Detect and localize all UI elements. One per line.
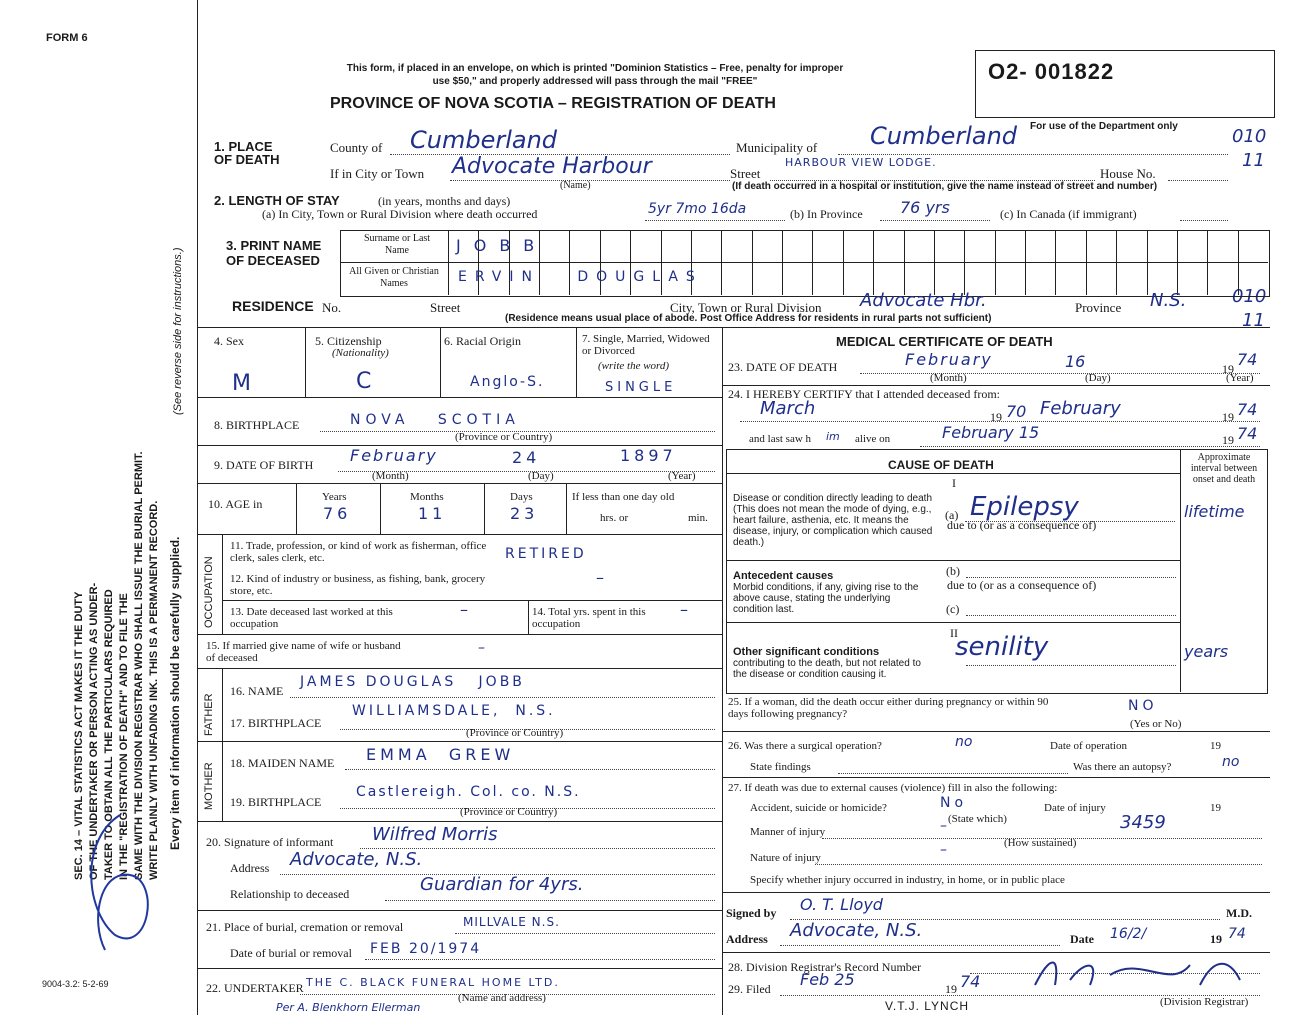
county-label: County of [330, 140, 383, 155]
letter-cell [1207, 230, 1208, 262]
print-code: 9004-3.2: 5-2-69 [42, 979, 109, 989]
attend-from-value: March [760, 398, 816, 419]
letter-cell [964, 230, 965, 262]
industry-value: – [596, 568, 604, 587]
mother-maiden-value: EMMA GREW [366, 745, 515, 764]
deceased-name-label: 3. PRINT NAME OF DECEASED [226, 238, 322, 268]
side-note-italic: (See reverse side for instructions.) [172, 247, 184, 415]
surgery-value: no [955, 734, 973, 750]
registration-number: O2- 001822 [988, 59, 1115, 84]
letter-cell [1238, 263, 1239, 295]
letter-cell [843, 263, 844, 295]
street-value: HARBOUR VIEW LODGE. [785, 156, 937, 169]
form-title: PROVINCE OF NOVA SCOTIA – REGISTRATION OF DEATH [330, 95, 776, 112]
letter-cell [569, 230, 570, 262]
letter-cell [1086, 263, 1087, 295]
letter-cell [904, 230, 905, 262]
racial-origin-value: Anglo-S. [470, 374, 545, 390]
death-day-value: 16 [1065, 352, 1086, 371]
dob-year-value: 1897 [620, 446, 677, 465]
burial-place-value: MILLVALE N.S. [463, 915, 560, 929]
undertaker-per: Per A. Blenkhorn Ellerman [276, 1001, 421, 1014]
letter-cell [600, 230, 601, 262]
stay-city-value: 5yr 7mo 16da [648, 201, 747, 217]
letter-cell [1116, 230, 1117, 262]
letter-cell [661, 230, 662, 262]
dept-code-2: 11 [1242, 150, 1265, 171]
letter-cell [1086, 230, 1087, 262]
birthplace-value: NOVA SCOTIA [350, 412, 520, 428]
other-condition-value: senility [955, 632, 1049, 662]
letter-cell [721, 263, 722, 295]
burial-date-value: FEB 20/1974 [370, 941, 482, 957]
margin-scribble [60, 800, 180, 960]
letter-cell [1207, 263, 1208, 295]
autopsy-value: no [1222, 754, 1240, 770]
city-label: If in City or Town [330, 166, 425, 181]
city-value: Advocate Harbour [452, 154, 652, 179]
statute-notice: SEC. 14 – VITAL STATISTICS ACT MAKES IT THE DUTY OF THE UNDERTAKER OR PERSON ACTING AS UNDER- TAKER TO OBTAIN ALL THE PARTICULARS REQUIRED IN THE "REGISTRATION OF DEATH" AND TO FILE THE SAME WITH THE DIVISION REGISTRAR WHO SHALL ISSUE THE BURIAL PERMIT. WRITE PLAINLY WITH UNFADING INK. THIS IS A PERMANENT RECORD. [73, 451, 160, 880]
attend-to-value: February [1040, 398, 1121, 419]
age-months-value: 11 [418, 504, 447, 523]
accident-value: No [940, 795, 968, 811]
letter-cell [1055, 230, 1056, 262]
informant-address-value: Advocate, N.S. [290, 849, 423, 870]
municipality-value: Cumberland [870, 122, 1018, 150]
father-name-value: JAMES DOUGLAS JOBB [300, 674, 525, 690]
letter-cell [691, 230, 692, 262]
informant-relationship-value: Guardian for 4yrs. [420, 874, 584, 895]
stay-label: 2. LENGTH OF STAY [214, 193, 340, 208]
filed-date-value: Feb 25 [800, 970, 855, 989]
letter-cell [1238, 230, 1239, 262]
letter-cell [752, 230, 753, 262]
sex-value: M [232, 371, 255, 396]
registration-number-box [975, 50, 1275, 118]
record-number-value: 3459 [1120, 812, 1166, 833]
letter-cell [873, 230, 874, 262]
letter-cell [934, 230, 935, 262]
form-number: FORM 6 [46, 32, 88, 44]
letter-cell [843, 230, 844, 262]
medical-title: MEDICAL CERTIFICATE OF DEATH [836, 334, 1053, 349]
spouse-value: – [478, 640, 485, 656]
occupation-value: RETIRED [505, 546, 587, 562]
registrar-signature [1030, 950, 1250, 995]
surname-grid [448, 230, 1268, 262]
registrar-name: V.T.J. LYNCH [885, 999, 970, 1013]
side-note: Every item of information should be carefully supplied. [168, 536, 182, 850]
dept-use-label: For use of the Department only [1030, 121, 1178, 132]
dob-month-value: February [350, 446, 438, 465]
letter-cell [812, 230, 813, 262]
letter-cell [630, 230, 631, 262]
residence-label: RESIDENCE [232, 298, 314, 314]
dept-code-3: 010 [1232, 286, 1267, 307]
county-value: Cumberland [410, 126, 558, 154]
letter-cell [812, 263, 813, 295]
physician-date-value: 16/2/ [1110, 926, 1147, 942]
surname-value: JOBB [456, 236, 548, 255]
age-years-value: 76 [323, 504, 352, 523]
physician-signature: O. T. Lloyd [800, 895, 883, 914]
last-saw-date-value: February 15 [942, 423, 1040, 442]
letter-cell [995, 230, 996, 262]
letter-cell [1116, 263, 1117, 295]
pregnancy-value: NO [1128, 698, 1158, 714]
letter-cell [1055, 263, 1056, 295]
letter-cell [1147, 230, 1148, 262]
undertaker-value: THE C. BLACK FUNERAL HOME LTD. [306, 976, 560, 989]
other-condition-interval: years [1184, 642, 1229, 661]
letter-cell [721, 230, 722, 262]
letter-cell [1177, 230, 1178, 262]
dept-code-1: 010 [1232, 126, 1267, 147]
residence-province-value: N.S. [1150, 290, 1187, 311]
letter-cell [782, 230, 783, 262]
letter-cell [752, 263, 753, 295]
residence-city-value: Advocate Hbr. [860, 290, 987, 311]
letter-cell [1025, 230, 1026, 262]
age-days-value: 23 [510, 504, 539, 523]
dob-day-value: 24 [512, 448, 541, 467]
cause-a-value: Epilepsy [970, 492, 1079, 522]
place-of-death-label: 1. PLACE OF DEATH [214, 139, 280, 167]
given-name-value: ERVIN DOUGLAS [458, 269, 703, 285]
informant-signature: Wilfred Morris [372, 824, 498, 845]
father-birthplace-value: WILLIAMSDALE, N.S. [352, 703, 556, 719]
marital-status-value: SINGLE [605, 380, 677, 395]
stay-province-value: 76 yrs [900, 198, 950, 217]
occupation-side-label: OCCUPATION [203, 556, 215, 628]
letter-cell [995, 263, 996, 295]
citizenship-value: C [356, 369, 376, 394]
postal-notice: This form, if placed in an envelope, on which is printed "Dominion Statistics – Free, penalty for improper use $50," and properly addressed will pass through the mail "FREE" [346, 63, 844, 87]
death-year-value: 74 [1237, 350, 1258, 369]
cause-a-interval: lifetime [1184, 502, 1245, 521]
letter-cell [1025, 263, 1026, 295]
spouse-label: 15. If married give name of wife or husband of deceased [206, 640, 401, 664]
municipality-label: Municipality of [736, 140, 818, 155]
physician-address-value: Advocate, N.S. [790, 920, 923, 941]
death-month-value: February [905, 350, 993, 369]
letter-cell [1147, 263, 1148, 295]
dept-code-4: 11 [1242, 310, 1265, 331]
margin-rule [197, 0, 198, 1015]
mother-birthplace-value: Castlereigh. Col. co. N.S. [356, 784, 581, 800]
letter-cell [782, 263, 783, 295]
